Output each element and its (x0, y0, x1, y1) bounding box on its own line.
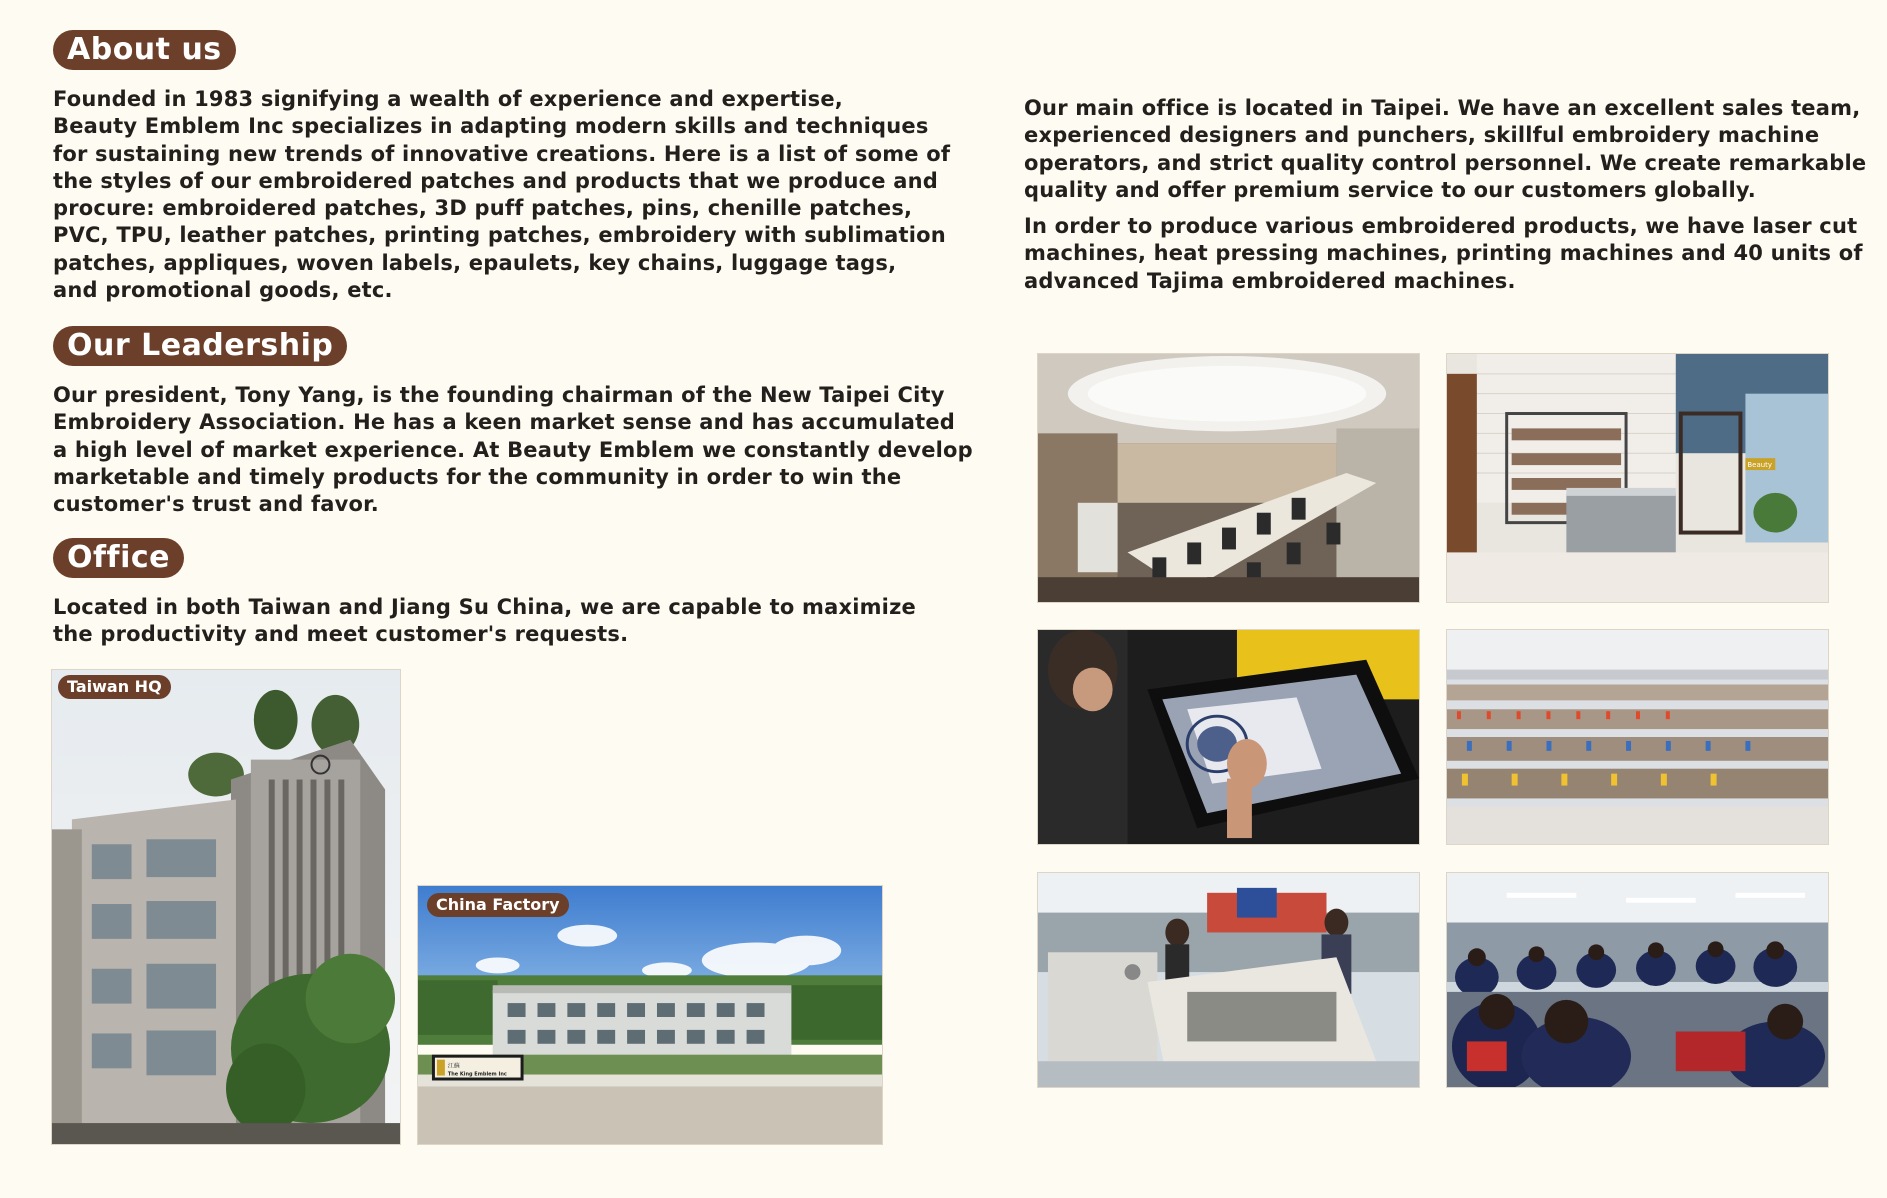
our-leadership-heading: Our Leadership (53, 326, 347, 366)
text-line: experienced designers and punchers, skillful embroidery machine (1024, 123, 1820, 148)
text-line: a high level of market experience. At Beauty Emblem we constantly develop (53, 437, 973, 462)
taiwan-hq-tag: Taiwan HQ (58, 675, 171, 699)
text-line: Beauty Emblem Inc specializes in adapting modern skills and techniques (53, 114, 929, 139)
text-line: patches, appliques, woven labels, epaulets, key chains, luggage tags, (53, 250, 897, 275)
text-line: Embroidery Association. He has a keen market sense and has accumulated (53, 410, 956, 435)
text-line: operators, and strict quality control personnel. We create remarkable (1024, 150, 1867, 175)
text-line: marketable and timely products for the community in order to win the (53, 464, 902, 489)
text-line: PVC, TPU, leather patches, printing patches, embroidery with sublimation (53, 223, 946, 248)
workers-sewing-photo (1446, 872, 1829, 1088)
printing-machines-photo (1037, 872, 1420, 1088)
text-line: In order to produce various embroidered products, we have laser cut (1024, 214, 1858, 238)
office-text (53, 594, 916, 649)
text-line: Our main office is located in Taipei. We have an excellent sales team, (1024, 96, 1861, 120)
text-line: Located in both Taiwan and Jiang Su China, we are capable to maximize (53, 595, 916, 619)
text-line: procure: embroidered patches, 3D puff patches, pins, chenille patches, (53, 196, 913, 221)
about-us-text (53, 86, 950, 304)
conference-room-photo (1037, 353, 1420, 603)
main-office-text (1024, 95, 1866, 204)
factory-sign-text: The King Emblem Inc (447, 1071, 507, 1078)
embroidery-machines-photo (1446, 629, 1829, 845)
taiwan-hq-photo (51, 669, 401, 1145)
text-line: the productivity and meet customer's requests. (53, 622, 629, 647)
text-line: and promotional goods, etc. (53, 278, 393, 303)
leadership-text (53, 382, 973, 518)
designer-tablet-photo (1037, 629, 1420, 845)
china-factory-photo (417, 885, 883, 1145)
text-line: Our president, Tony Yang, is the founding chairman of the New Taipei City (53, 383, 945, 407)
text-line: quality and offer premium service to our customers globally. (1024, 177, 1756, 202)
svg-text:江蘇: 江蘇 (447, 1062, 460, 1070)
text-line: the styles of our embroidered patches and products that we produce and (53, 168, 938, 193)
text-line: machines, heat pressing machines, printing machines and 40 units of (1024, 241, 1863, 266)
text-line: for sustaining new trends of innovative creations. Here is a list of some of (53, 141, 951, 166)
office-heading: Office (53, 538, 184, 578)
showroom-photo (1446, 353, 1829, 603)
text-line: Founded in 1983 signifying a wealth of experience and expertise, (53, 87, 843, 111)
machines-text (1024, 213, 1863, 295)
about-us-heading: About us (53, 30, 236, 70)
showroom-sign: Beauty (1747, 461, 1772, 470)
text-line: customer's trust and favor. (53, 492, 379, 517)
text-line: advanced Tajima embroidered machines. (1024, 268, 1516, 293)
china-factory-tag: China Factory (427, 893, 569, 917)
